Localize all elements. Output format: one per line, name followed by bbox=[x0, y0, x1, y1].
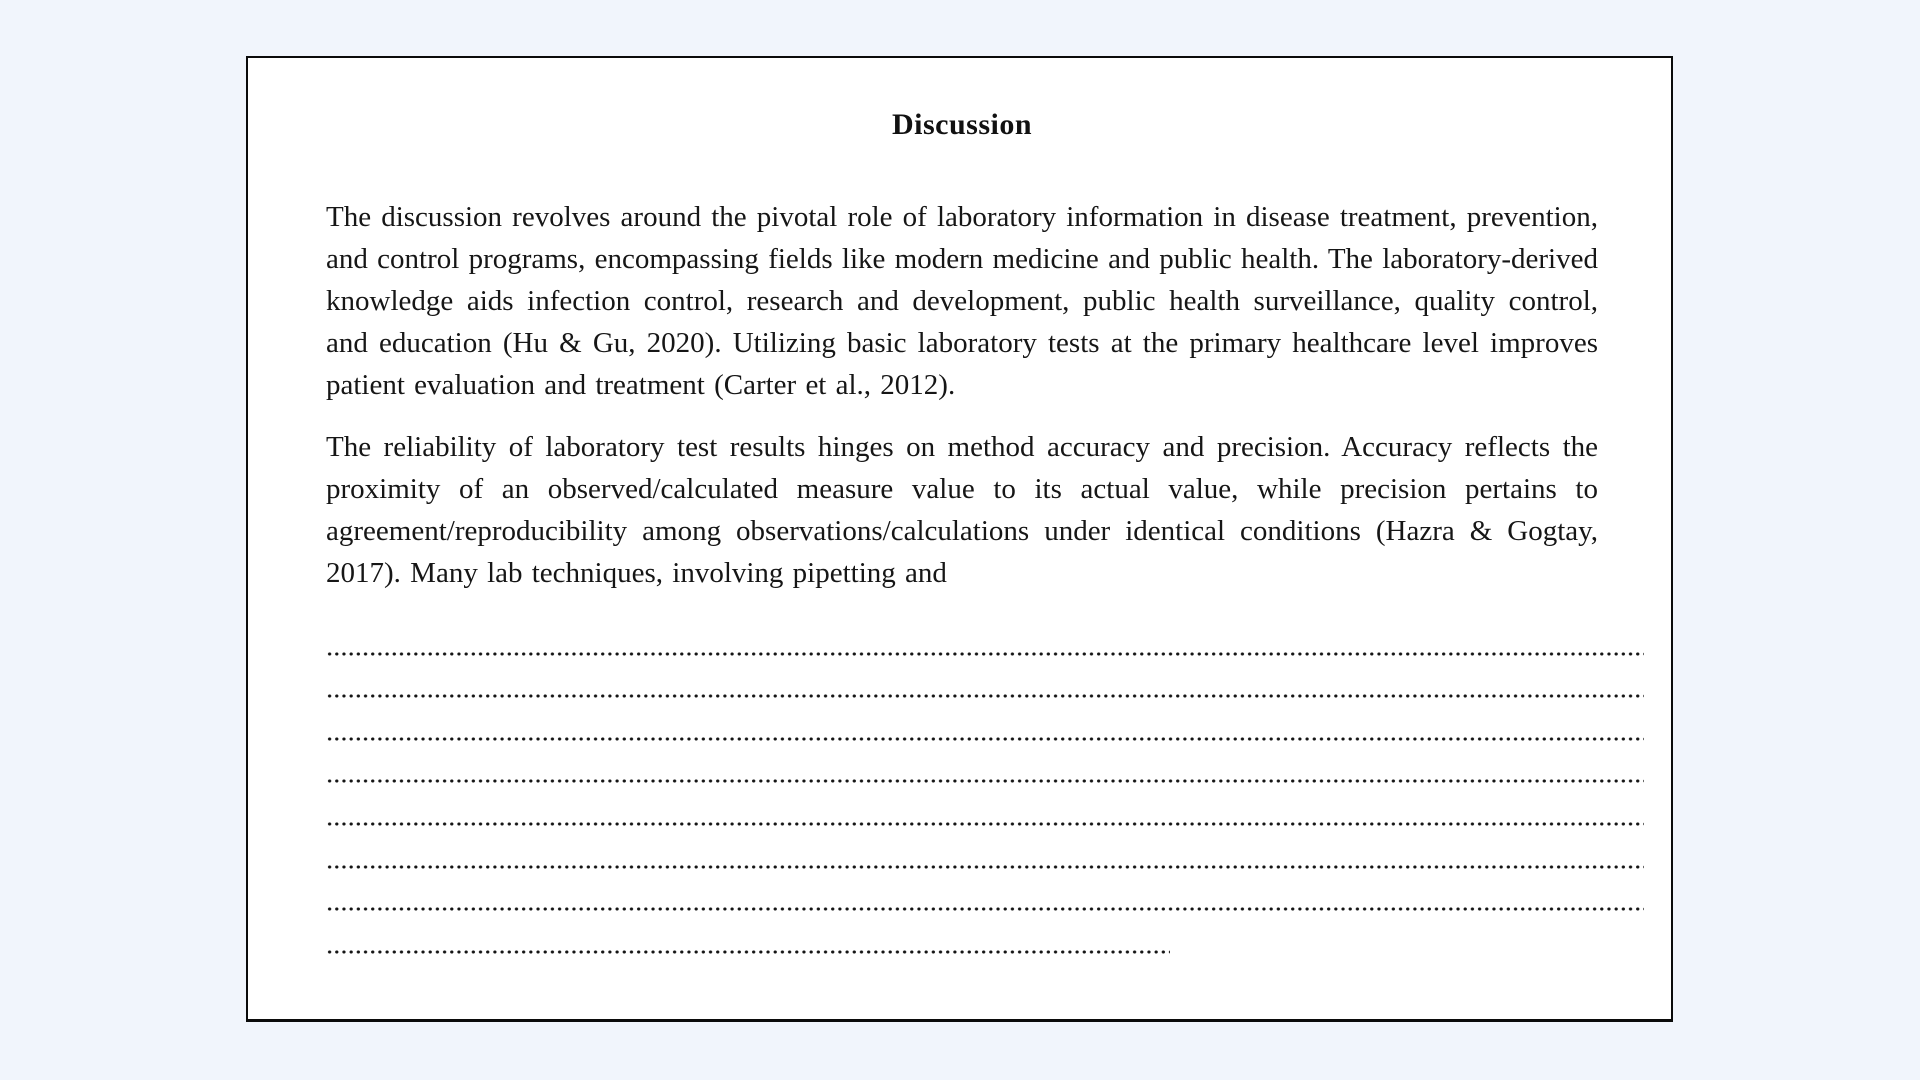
paragraph-1: The discussion revolves around the pivotal role of laboratory information in disease treatment, prevention, and control programs, encompassing fields like modern medicine and public health. The laboratory-derived knowledge aids infection control, research and development, public health surveillance, quality control, and education (Hu & Gu, 2020). Utilizing basic laboratory tests at the primary healthcare level improves patient evaluation and treatment (Carter et al., 2012). bbox=[326, 201, 1598, 401]
document-page bbox=[246, 56, 1673, 1022]
dotted-line bbox=[326, 742, 1644, 785]
dotted-line bbox=[326, 657, 1644, 700]
dotted-lines bbox=[326, 614, 1644, 955]
document-content bbox=[248, 58, 1671, 955]
paragraph-2: The reliability of laboratory test results hinges on method accuracy and precision. Accuracy reflects the proximity of an observed/calculated measure value to its actual value, while precision pertains to agreement/reproducibility among observations/calculations under identical conditions (Hazra & Gogtay, 2017). Many lab techniques, involving pipetting and bbox=[326, 431, 1598, 589]
dotted-line bbox=[326, 699, 1644, 742]
dotted-line bbox=[326, 784, 1644, 827]
dotted-line bbox=[326, 870, 1644, 913]
dotted-line bbox=[326, 614, 1644, 657]
dotted-line bbox=[326, 912, 1170, 955]
section-title: Discussion bbox=[891, 108, 1033, 141]
dotted-line bbox=[326, 827, 1644, 870]
